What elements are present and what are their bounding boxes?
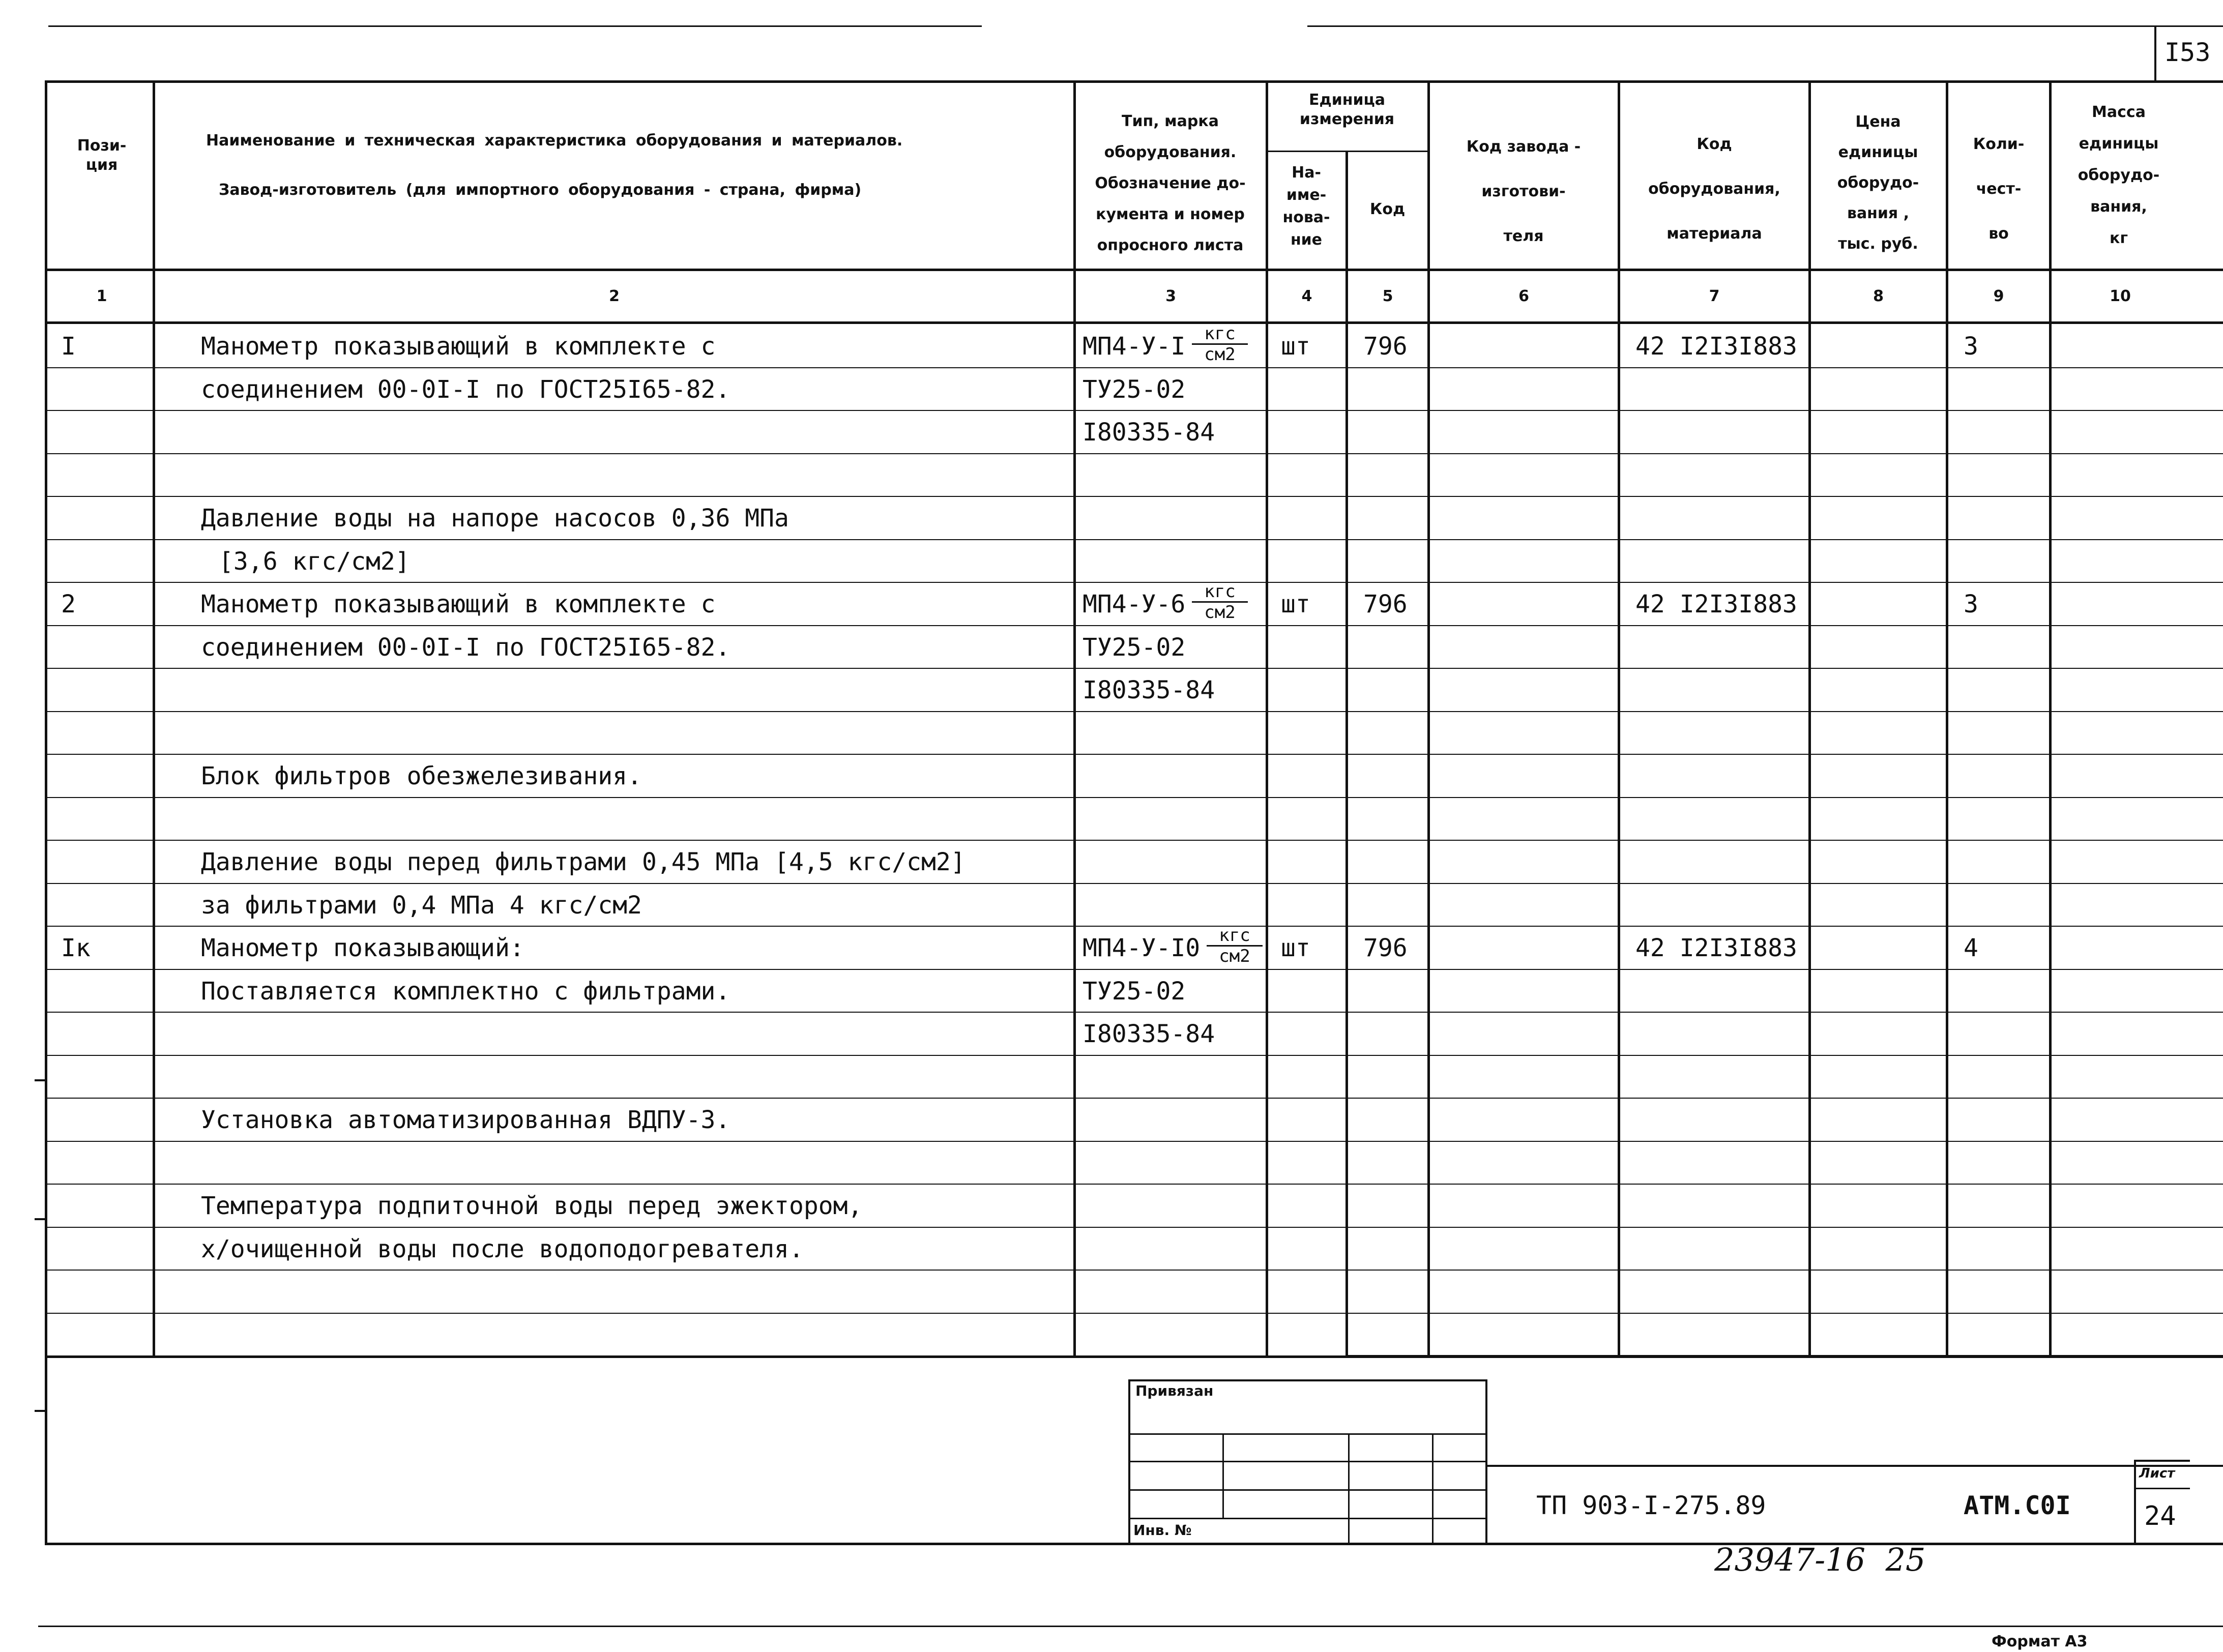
corner-box-left	[2154, 25, 2156, 81]
row-position: 2	[61, 590, 76, 618]
header-col5: Код	[1369, 200, 1406, 218]
row-type: ТУ25-02	[1083, 375, 1186, 404]
stamp-line-4	[1128, 1518, 1487, 1519]
stamp-line-1	[1128, 1433, 1487, 1435]
sheet-code: АТМ.С0I	[1964, 1491, 2071, 1520]
table-row	[0, 1184, 2223, 1227]
top-rule-left	[48, 25, 982, 27]
sheet-box-split	[2134, 1488, 2190, 1489]
row-name: [3,6 кгс/см2]	[219, 547, 410, 576]
header-col7: Код оборудования, материала	[1648, 135, 1780, 243]
table-row	[0, 1270, 2223, 1313]
row-type: МП4-У-I	[1083, 332, 1186, 361]
row-unit: шт	[1281, 590, 1310, 618]
colnum-9: 9	[1993, 287, 2004, 305]
table-row	[0, 582, 2223, 625]
colnum-5: 5	[1382, 287, 1393, 305]
table-row	[0, 1012, 2223, 1055]
doc-code: ТП 903-I-275.89	[1536, 1491, 1766, 1520]
stamp-vline-3	[1432, 1433, 1434, 1545]
header-col6: Код завода - изготови- теля	[1466, 138, 1581, 245]
unit-fraction	[1192, 583, 1248, 621]
table-row	[0, 1055, 2223, 1098]
row-unit-code: 796	[1363, 590, 1408, 618]
corner-page-number: I53	[2164, 38, 2211, 67]
margin-tick-2	[35, 1218, 46, 1220]
header-col45-group: Единица измерения	[1299, 91, 1395, 128]
table-row	[0, 711, 2223, 754]
row-type: I80335-84	[1083, 418, 1215, 447]
stamp-line-2	[1128, 1461, 1487, 1462]
colnum-2: 2	[609, 287, 620, 305]
row-type: ТУ25-02	[1083, 633, 1186, 662]
table-row	[0, 840, 2223, 883]
row-name: Манометр показывающий в комплекте с	[201, 590, 716, 618]
format-label: Формат А3	[1992, 1633, 2088, 1650]
table-row	[0, 625, 2223, 668]
row-name: х/очищенной воды после водоподогревателя.	[201, 1235, 804, 1263]
header-bottom-line	[45, 269, 2223, 271]
table-row	[0, 324, 2223, 367]
handwritten-number: 23947-16 25	[1714, 1541, 1926, 1578]
unit-fraction	[1207, 927, 1263, 965]
stamp-line-3	[1128, 1489, 1487, 1491]
header-col4: На- име- нова- ние	[1282, 164, 1330, 249]
table-bottom-line	[1348, 1355, 2223, 1358]
row-name: соединением 00-0I-I по ГОСТ25I65-82.	[201, 633, 730, 662]
stamp-vline-1	[1222, 1433, 1224, 1518]
table-row	[0, 410, 2223, 453]
row-name: Давление воды на напоре насосов 0,36 МПа	[201, 504, 789, 533]
row-equipment-code: 42 I2I3I883	[1635, 590, 1797, 618]
table-row	[0, 1227, 2223, 1270]
stamp-inv-label: Инв. №	[1133, 1522, 1192, 1539]
row-unit: шт	[1281, 332, 1310, 361]
row-unit: шт	[1281, 934, 1310, 962]
colnum-4: 4	[1301, 287, 1312, 305]
row-unit-code: 796	[1363, 934, 1408, 962]
row-name: соединением 00-0I-I по ГОСТ25I65-82.	[201, 375, 730, 404]
header-col10: Масса единицы оборудо- вания, кг	[2078, 103, 2160, 247]
row-type: I80335-84	[1083, 676, 1215, 704]
row-type: I80335-84	[1083, 1020, 1215, 1048]
row-type: ТУ25-02	[1083, 977, 1186, 1006]
table-row	[0, 926, 2223, 969]
table-row	[0, 883, 2223, 926]
colnum-8: 8	[1873, 287, 1884, 305]
row-name: Давление воды перед фильтрами 0,45 МПа [4,5 кгс/см2]	[201, 848, 966, 876]
fraction-denominator: см2	[1204, 344, 1236, 365]
fraction-numerator: кгс	[1219, 925, 1250, 946]
row-position: Iк	[61, 934, 91, 962]
fraction-denominator: см2	[1219, 946, 1250, 966]
table-row	[0, 797, 2223, 840]
row-name: за фильтрами 0,4 МПа 4 кгс/см2	[201, 891, 642, 920]
table-row	[0, 496, 2223, 539]
fraction-numerator: кгс	[1204, 581, 1236, 602]
header-col8: Цена единицы оборудо- вания , тыс. руб.	[1837, 113, 1919, 253]
header-col9: Коли- чест- во	[1973, 135, 2025, 243]
table-row	[0, 1141, 2223, 1184]
row-quantity: 4	[1964, 934, 1978, 962]
row-name: Температура подпиточной воды перед эжектором,	[201, 1192, 863, 1220]
fraction-denominator: см2	[1204, 602, 1236, 623]
stamp-privyazan-label: Привязан	[1135, 1382, 1214, 1399]
header-col3: Тип, марка оборудования. Обозначение до- кумента и номер опросного листа	[1095, 112, 1246, 254]
colnum-7: 7	[1709, 287, 1720, 305]
row-type: МП4-У-I0	[1083, 934, 1201, 962]
row-name: Установка автоматизированная ВДПУ-3.	[201, 1106, 730, 1134]
title-block-top	[1487, 1465, 2223, 1467]
unit-fraction	[1192, 325, 1248, 363]
margin-tick-3	[35, 1410, 46, 1412]
fraction-numerator: кгс	[1204, 323, 1236, 344]
colnum-3: 3	[1165, 287, 1176, 305]
stamp-privyazan-box	[1128, 1379, 1487, 1545]
sheet-label: Лист	[2139, 1466, 2175, 1481]
table-row	[0, 668, 2223, 711]
header-col2-line1: Наименование и техническая характеристика оборудования и материалов.	[206, 132, 903, 150]
row-name: Блок фильтров обезжелезивания.	[201, 762, 642, 790]
stamp-vline-2	[1348, 1433, 1350, 1545]
table-row	[0, 453, 2223, 496]
table-bottom-line-left	[45, 1356, 1348, 1358]
table-row	[0, 1313, 2223, 1356]
row-equipment-code: 42 I2I3I883	[1635, 332, 1797, 361]
row-name: Поставляется комплектно с фильтрами.	[201, 977, 730, 1006]
row-equipment-code: 42 I2I3I883	[1635, 934, 1797, 962]
bottom-rule	[38, 1626, 2223, 1627]
header-col1: Пози- ция	[77, 137, 127, 174]
row-unit-code: 796	[1363, 332, 1408, 361]
colnum-6: 6	[1518, 287, 1529, 305]
row-type: МП4-У-6	[1083, 590, 1186, 618]
table-row	[0, 539, 2223, 582]
colnum-10: 10	[2110, 287, 2131, 305]
row-name: Манометр показывающий:	[201, 934, 524, 962]
row-name: Манометр показывающий в комплекте с	[201, 332, 716, 361]
header-col2-line2: Завод-изготовитель (для импортного оборудования - страна, фирма)	[219, 181, 862, 199]
colnum-1: 1	[96, 287, 107, 305]
margin-tick-1	[35, 1079, 46, 1081]
row-position: I	[61, 332, 76, 361]
table-row	[0, 367, 2223, 410]
row-quantity: 3	[1964, 590, 1978, 618]
top-rule-right	[1307, 25, 2223, 27]
table-row	[0, 969, 2223, 1012]
sheet-number: 24	[2144, 1501, 2176, 1531]
row-quantity: 3	[1964, 332, 1978, 361]
table-row	[0, 1098, 2223, 1141]
table-row	[0, 754, 2223, 797]
